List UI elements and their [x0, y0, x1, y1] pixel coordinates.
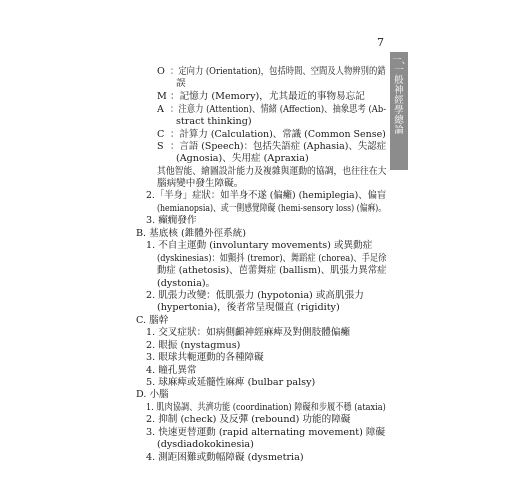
ome-memory-line: ：記憶力 (Memory)，尤其最近的事物易忘記 [170, 91, 365, 102]
ome-key-a: A [157, 104, 164, 115]
section-c-heading: C. 腦幹 [136, 315, 169, 326]
section-c-item-3: 3. 眼球共軛運動的各種障礙 [146, 352, 264, 363]
ome-key-o: O [157, 66, 165, 77]
section-d-item-3-line-1: 3. 快速更替運動 (rapid alternating movement) 障礙 [146, 427, 386, 438]
ome-speech-line: ：言語 (Speech)：包括失語症 (Aphasia)、失認症 [170, 141, 387, 152]
section-d-heading: D. 小腦 [136, 389, 169, 400]
ome-attention-line-cont: stract thinking) [176, 116, 252, 127]
other-functions-line-cont: 腦病變中發生障礙。 [157, 178, 244, 189]
section-c-item-2: 2. 眼振 (nystagmus) [146, 340, 241, 351]
section-b-item-1-line-2: (dyskinesias)：如顫抖 (tremor)、舞蹈症 (chorea)、手足徐 [157, 253, 387, 264]
item-2-line: 2.「半身」症狀：如半身不遂 (偏癱) (hemiplegia)、偏盲 [146, 190, 387, 201]
section-c-item-5: 5. 球麻痺或延髓性麻痺 (bulbar palsy) [146, 377, 316, 388]
section-d-item-4: 4. 測距困難或動幅障礙 (dysmetria) [146, 452, 304, 463]
item-2-line-cont: (hemianopsia)、或一側感覺障礙 (hemi-sensory loss) (偏痳)。 [157, 203, 387, 214]
page-number: 7 [377, 36, 384, 49]
ome-orientation-line-cont: 誤 [176, 78, 186, 89]
section-d-item-1: 1. 肌肉協調、共濟功能 (coordination) 障礙和步履不穩 (ataxia) [146, 402, 386, 413]
section-d-item-2: 2. 抑制 (check) 及反彈 (rebound) 功能的障礙 [146, 414, 351, 425]
item-3-line: 3. 癲癇發作 [146, 215, 197, 226]
section-b-heading: B. 基底核 (錐體外徑系統) [136, 228, 247, 239]
section-b-item-1-line-4: (dystonia)。 [157, 278, 216, 289]
ome-key-c: C [157, 129, 165, 140]
section-b-item-1-line-3: 動症 (athetosis)、芭蕾舞症 (ballism)、肌張力異常症 [157, 265, 387, 276]
ome-calculation-line: ：計算力 (Calculation)、常識 (Common Sense) [170, 129, 386, 140]
ome-key-m: M [157, 91, 167, 102]
other-functions-line: 其他智能、繪圖設計能力及複雜與運動的協調，也往往在大 [157, 166, 387, 177]
chapter-side-tab-label: 一、一般神經學總論 [392, 55, 412, 136]
ome-speech-line-cont: (Agnosia)、失用症 (Apraxia) [176, 153, 309, 164]
section-c-item-1: 1. 交叉症狀：如病側顱神經痳痺及對側肢體偏癱 [146, 327, 351, 338]
ome-key-s: S [157, 141, 164, 152]
section-d-item-3-line-2: (dysdiadokokinesia) [157, 439, 254, 450]
ome-attention-line: ：注意力 (Attention)、情緒 (Affection)、抽象思考 (Ab- [170, 104, 387, 115]
ome-orientation-line: ：定向力 (Orientation)，包括時間、空間及人物辨別的錯 [170, 66, 386, 77]
section-b-item-2-line-1: 2. 肌張力改變：低肌張力 (hypotonia) 或高肌張力 [146, 290, 364, 301]
section-c-item-4: 4. 瞳孔異常 [146, 365, 197, 376]
section-b-item-1-line-1: 1. 不自主運動 (involuntary movements) 或異動症 [146, 240, 373, 251]
section-b-item-2-line-2: (hypertonia)，後者常呈現僵直 (rigidity) [157, 302, 340, 313]
